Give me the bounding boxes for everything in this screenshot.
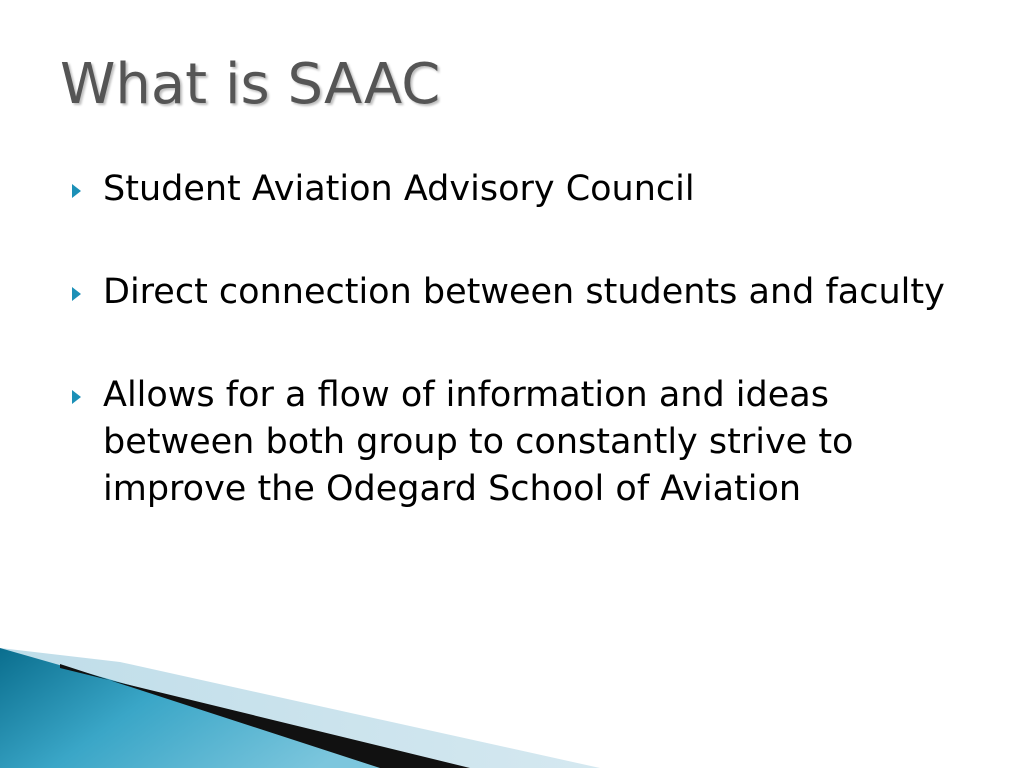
slide-title: What is SAAC bbox=[60, 52, 441, 117]
swoosh-dark-stripe bbox=[60, 664, 470, 768]
bullet-text: Allows for a flow of information and ideas between both group to constantly strive to improve the Odegard School of Aviation bbox=[103, 375, 854, 509]
bullet-list bbox=[72, 166, 952, 513]
bullet-item bbox=[72, 372, 952, 513]
triangle-right-icon bbox=[72, 184, 81, 198]
bullet-text: Direct connection between students and faculty bbox=[103, 272, 945, 312]
triangle-right-icon bbox=[72, 390, 81, 404]
bullet-text: Student Aviation Advisory Council bbox=[103, 169, 695, 209]
bullet-item bbox=[72, 269, 952, 316]
swoosh-light-band bbox=[0, 648, 1024, 768]
triangle-right-icon bbox=[72, 287, 81, 301]
swoosh-teal-band bbox=[0, 648, 420, 768]
bullet-item bbox=[72, 166, 952, 213]
